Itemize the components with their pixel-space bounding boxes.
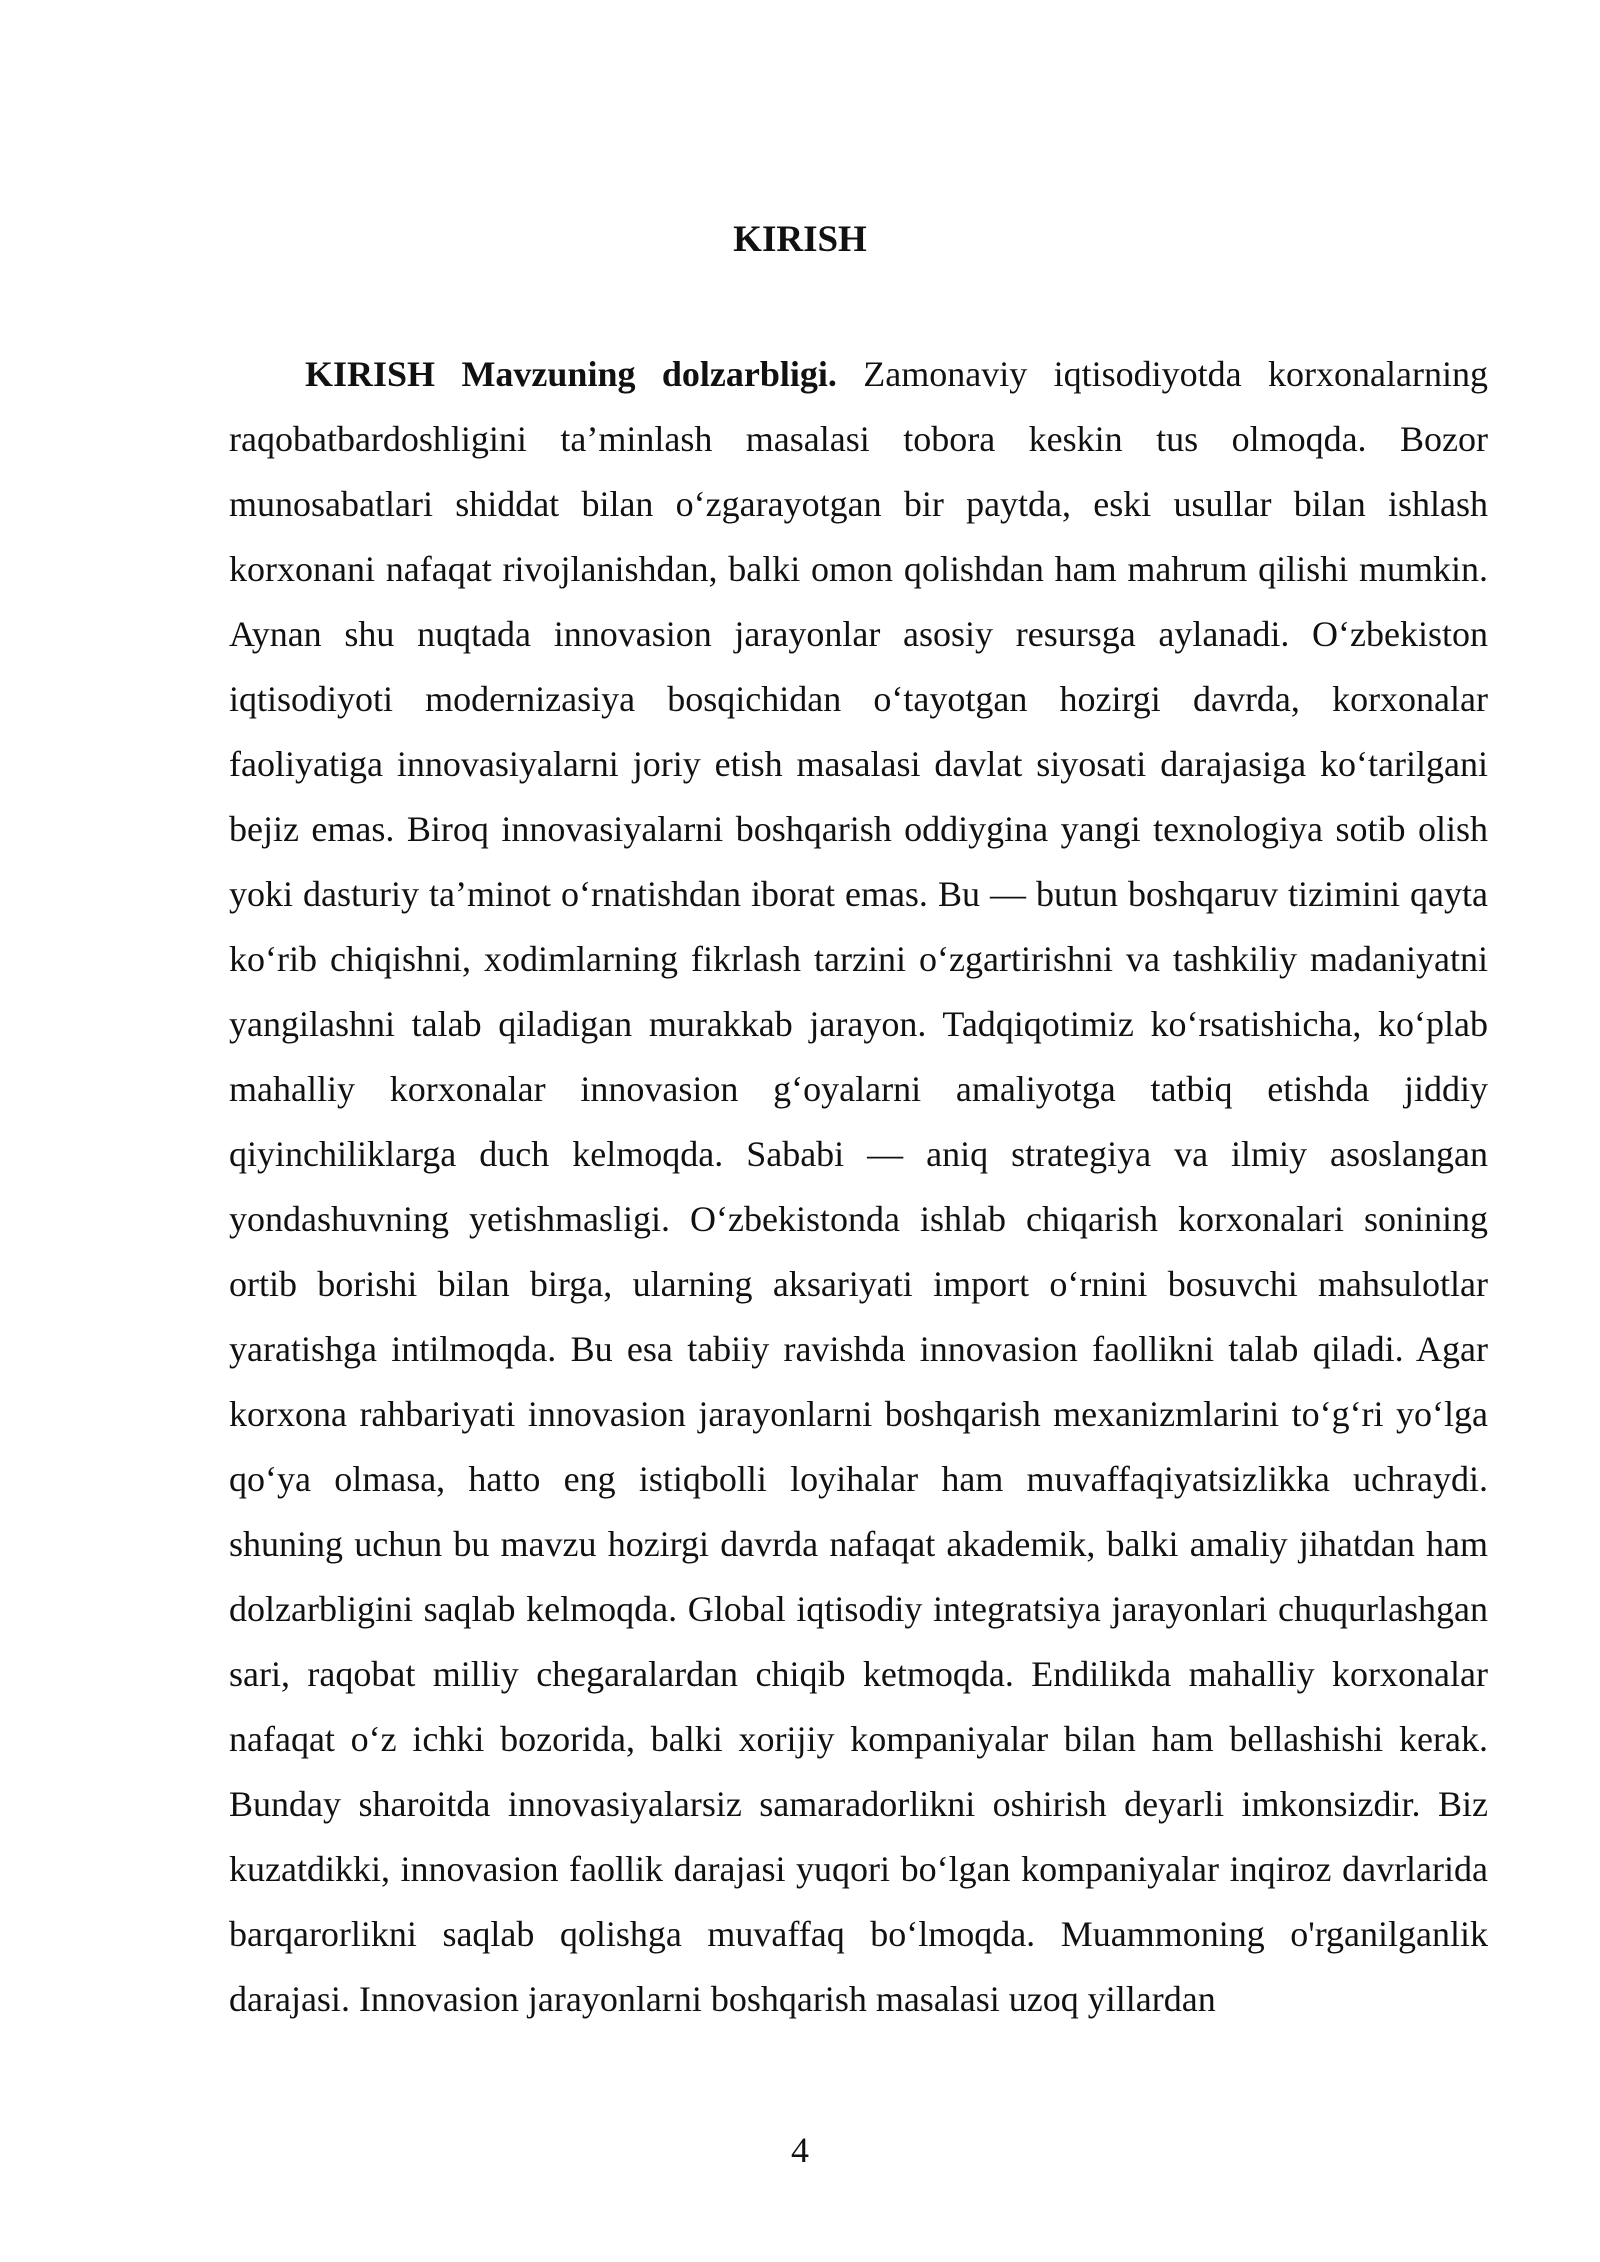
body-paragraph [229,342,1488,2032]
paragraph-text: Zamonaviy iqtisodiyotda korxonalarning raqobatbardoshligini ta’minlash masalasi tobora keskin tus olmoqda. Bozor munosabatlari shiddat bilan o‘zgarayotgan bir paytda, eski usullar bilan ishlash korxonani nafaqat rivojlanishdan, balki omon qolishdan ham mahrum qilishi mumkin. Aynan shu nuqtada innovasion jarayonlar asosiy resursga aylanadi. O‘zbekiston iqtisodiyoti modernizasiya bosqichidan o‘tayotgan hozirgi davrda, korxonalar faoliyatiga innovasiyalarni joriy etish masalasi davlat siyosati darajasiga ko‘tarilgani bejiz emas. Biroq innovasiyalarni boshqarish oddiygina yangi texnologiya sotib olish yoki dasturiy ta’minot o‘rnatishdan iborat emas. Bu — butun boshqaruv tizimini qayta ko‘rib chiqishni, xodimlarning fikrlash tarzini o‘zgartirishni va tashkiliy madaniyatni yangilashni talab qiladigan murakkab jarayon. Tadqiqotimiz ko‘rsatishicha, ko‘plab mahalliy korxonalar innovasion g‘oyalarni amaliyotga tatbiq etishda jiddiy qiyinchiliklarga duch kelmoqda. Sababi — aniq strategiya va ilmiy asoslangan yondashuvning yetishmasligi. O‘zbekistonda ishlab chiqarish korxonalari sonining ortib borishi bilan birga, ularning aksariyati import o‘rnini bosuvchi mahsulotlar yaratishga intilmoqda. Bu esa tabiiy ravishda innovasion faollikni talab qiladi. Agar korxona rahbariyati innovasion jarayonlarni boshqarish mexanizmlarini to‘g‘ri yo‘lga qo‘ya olmasa, hatto eng istiqbolli loyihalar ham muvaffaqiyatsizlikka uchraydi. shuning uchun bu mavzu hozirgi davrda nafaqat akademik, balki amaliy jihatdan ham dolzarbligini saqlab kelmoqda. Global iqtisodiy integratsiya jarayonlari chuqurlashgan sari, raqobat milliy chegaralardan chiqib ketmoqda. Endilikda mahalliy korxonalar nafaqat o‘z ichki bozorida, balki xorijiy kompaniyalar bilan ham bellashishi kerak. Bunday sharoitda innovasiyalarsiz samaradorlikni oshirish deyarli imkonsizdir. Biz kuzatdikki, innovasion faollik darajasi yuqori bo‘lgan kompaniyalar inqiroz davrlarida barqarorlikni saqlab qolishga muvaffaq bo‘lmoqda. Muammoning o'rganilganlik darajasi. Innovasion jarayonlarni boshqarish masalasi uzoq yillardan [229,354,1488,2019]
page-number: 4 [791,2130,809,2170]
paragraph-lead-bold: KIRISH Mavzuning dolzarbligi. [305,354,837,394]
section-heading: KIRISH [733,219,867,260]
